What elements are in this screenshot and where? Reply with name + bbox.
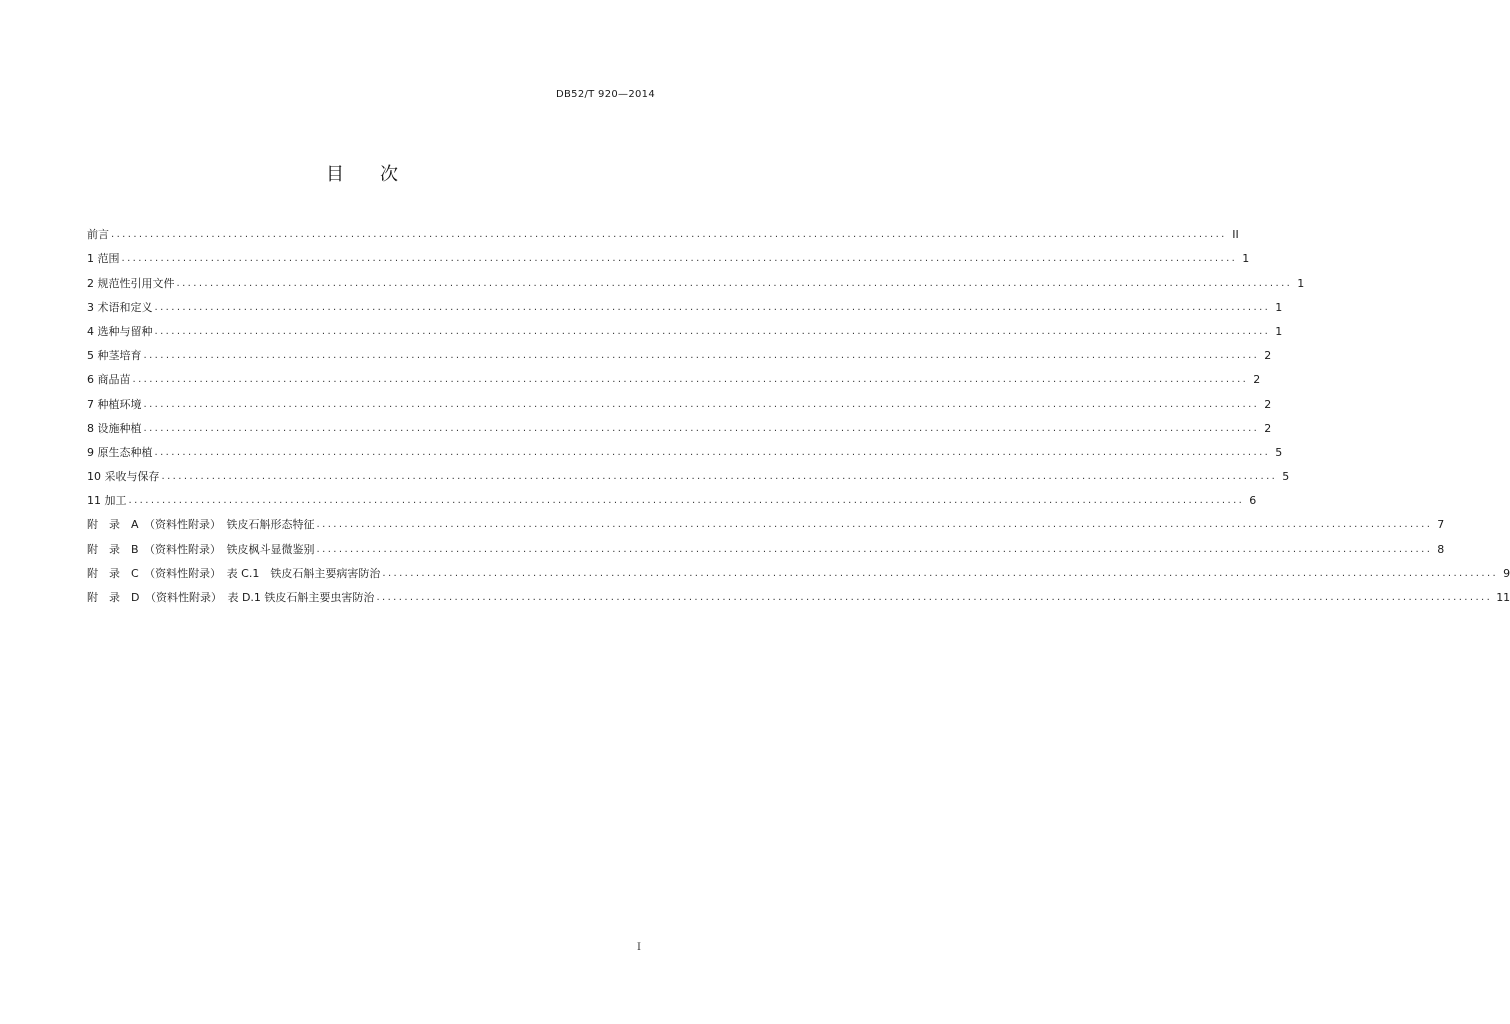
toc-entry-label: 8 设施种植 [87, 421, 142, 435]
toc-leader-dots: ........................................................................................................................................................................................................ [143, 398, 1260, 410]
toc-leader-dots: ........................................................................................................................................................................................................ [376, 592, 1493, 603]
toc-entry-label: 附 录 B （资料性附录） 铁皮枫斗显微鉴别 [87, 542, 315, 556]
toc-entry-page: 1 [1242, 252, 1250, 266]
toc-leader-dots: ........................................................................................................................................................................................................ [111, 229, 1227, 241]
toc-entry-label: 1 范围 [87, 252, 120, 266]
toc-entry-label: 9 原生态种植 [87, 445, 153, 459]
toc-entry-commercial-seedlings[interactable] [87, 363, 1261, 387]
toc-entry-terms-definitions[interactable] [87, 291, 1283, 315]
toc-entry-page: 1 [1275, 300, 1283, 314]
standard-code: DB52/T 920—2014 [556, 89, 655, 100]
toc-entry-stem-cultivation[interactable] [87, 339, 1272, 363]
toc-leader-dots: ........................................................................................................................................................................................................ [154, 325, 1271, 337]
toc-entry-appendix-a[interactable] [87, 508, 1445, 532]
toc-entry-label: 4 选种与留种 [87, 324, 153, 338]
toc-entry-ecological-planting[interactable] [87, 436, 1283, 460]
toc-entry-label: 附 录 A （资料性附录） 铁皮石斛形态特征 [87, 518, 315, 532]
toc-entry-page: 1 [1297, 276, 1305, 290]
toc-entry-page: II [1232, 228, 1239, 242]
toc-entry-page: 5 [1282, 470, 1290, 484]
page-number: I [637, 942, 641, 953]
toc-leader-dots: ........................................................................................................................................................................................................ [382, 567, 1499, 579]
toc-entry-harvest-storage[interactable] [87, 460, 1290, 484]
toc-leader-dots: ........................................................................................................................................................................................................ [161, 471, 1278, 483]
toc-entry-foreword[interactable] [87, 218, 1239, 242]
toc-entry-label: 2 规范性引用文件 [87, 276, 175, 290]
toc-leader-dots: ........................................................................................................................................................................................................ [154, 446, 1271, 458]
toc-entry-page: 2 [1264, 349, 1272, 363]
toc-entry-page: 8 [1437, 542, 1445, 556]
toc-entry-label: 10 采收与保存 [87, 470, 160, 484]
toc-entry-page: 2 [1264, 421, 1272, 435]
toc-entry-scope[interactable] [87, 242, 1250, 266]
toc-entry-seed-selection[interactable] [87, 315, 1283, 339]
toc-entry-appendix-c[interactable] [87, 557, 1510, 581]
toc-entry-processing[interactable] [87, 484, 1257, 508]
toc-leader-dots: ........................................................................................................................................................................................................ [154, 301, 1271, 313]
toc-entry-label: 11 加工 [87, 494, 127, 508]
toc-entry-normative-references[interactable] [87, 266, 1305, 290]
toc-entry-page: 6 [1249, 494, 1257, 508]
toc-leader-dots: ........................................................................................................................................................................................................ [143, 350, 1260, 362]
toc-entry-label: 7 种植环境 [87, 397, 142, 411]
toc-entry-page: 11 [1496, 591, 1510, 604]
toc-leader-dots: ........................................................................................................................................................................................................ [128, 495, 1245, 507]
toc-entry-page: 7 [1437, 518, 1445, 532]
table-of-contents [87, 218, 1510, 605]
toc-entry-appendix-b[interactable] [87, 532, 1445, 556]
toc-entry-label: 附 录 D （资料性附录） 表 D.1 铁皮石斛主要虫害防治 [87, 591, 375, 604]
toc-leader-dots: ........................................................................................................................................................................................................ [143, 422, 1260, 434]
toc-entry-label: 3 术语和定义 [87, 300, 153, 314]
toc-leader-dots: ........................................................................................................................................................................................................ [132, 374, 1249, 386]
toc-entry-label: 前言 [87, 228, 109, 242]
toc-leader-dots: ........................................................................................................................................................................................................ [316, 519, 1433, 531]
toc-entry-appendix-d[interactable] [87, 581, 1510, 605]
toc-entry-page: 2 [1253, 373, 1261, 387]
toc-leader-dots: ........................................................................................................................................................................................................ [316, 543, 1433, 555]
toc-leader-dots: ........................................................................................................................................................................................................ [176, 277, 1293, 289]
toc-entry-planting-environment[interactable] [87, 387, 1272, 411]
toc-title: 目次 [326, 164, 434, 185]
toc-leader-dots: ........................................................................................................................................................................................................ [121, 253, 1238, 265]
toc-entry-label: 附 录 C （资料性附录） 表 C.1 铁皮石斛主要病害防治 [87, 566, 381, 580]
toc-entry-page: 5 [1275, 445, 1283, 459]
toc-entry-facility-planting[interactable] [87, 412, 1272, 436]
toc-entry-page: 2 [1264, 397, 1272, 411]
toc-entry-label: 6 商品苗 [87, 373, 131, 387]
toc-entry-page: 9 [1503, 566, 1510, 580]
toc-entry-page: 1 [1275, 324, 1283, 338]
toc-entry-label: 5 种茎培育 [87, 349, 142, 363]
